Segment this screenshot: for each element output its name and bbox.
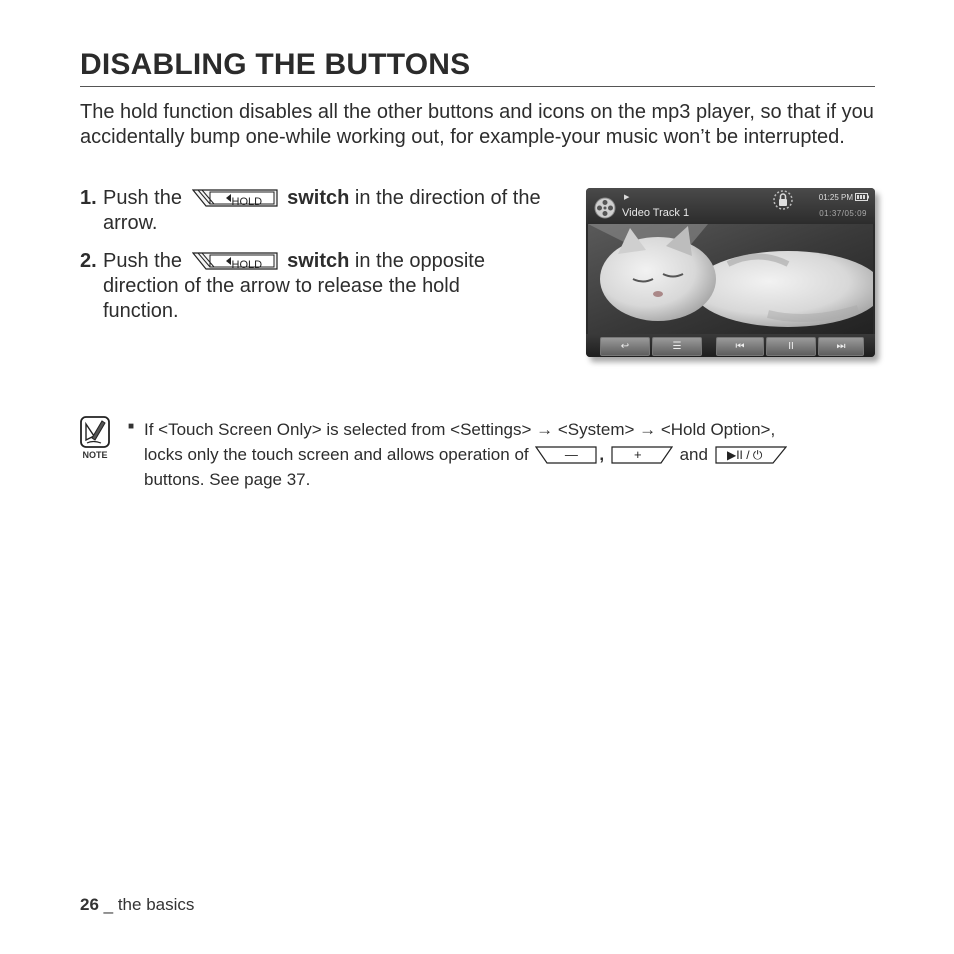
step-text-cont2: function. xyxy=(103,300,179,322)
forward-button[interactable] xyxy=(818,337,864,356)
pause-icon: II xyxy=(788,341,794,352)
player-position: 01:37/05:09 xyxy=(819,209,867,218)
player-control-bar xyxy=(586,334,875,357)
forward-icon: ⏭ xyxy=(836,341,846,352)
list-icon: ☰ xyxy=(672,341,682,352)
plus-key-label: + xyxy=(634,447,642,462)
sleeping-cat-video-frame xyxy=(588,224,873,334)
note-line-1: If <Touch Screen Only> is selected from <Settings> → <System> → <Hold Option>, xyxy=(144,420,776,439)
player-status-bar xyxy=(586,188,875,224)
player-clock: 01:25 PM xyxy=(818,193,853,202)
rewind-icon: ⏮ xyxy=(735,341,745,352)
bullet-icon: ■ xyxy=(128,421,135,432)
step-bold: switch xyxy=(287,250,350,272)
title-divider xyxy=(80,86,875,87)
step-bold: switch xyxy=(287,187,350,209)
rewind-button[interactable] xyxy=(716,337,764,356)
step-2 xyxy=(80,249,580,324)
pause-button[interactable] xyxy=(766,337,816,356)
hold-switch-label: HOLD xyxy=(231,196,263,208)
note-line-2 xyxy=(144,442,879,467)
note-comma: , xyxy=(599,445,605,464)
player-screenshot xyxy=(586,188,875,357)
back-button[interactable] xyxy=(600,337,650,356)
section-name: _ the basics xyxy=(103,895,195,914)
play-indicator-icon: ▶ xyxy=(624,194,630,201)
note-label: NOTE xyxy=(82,450,108,460)
back-arrow-icon: ↩ xyxy=(620,341,630,352)
film-reel-icon xyxy=(594,197,616,219)
minus-key-label: — xyxy=(564,447,578,462)
volume-down-key xyxy=(535,446,597,464)
play-power-key xyxy=(715,446,787,464)
menu-button[interactable] xyxy=(652,337,702,356)
play-power-key-label: ▶II / ⏻ xyxy=(726,448,763,462)
page-number: 26 xyxy=(80,895,99,914)
volume-up-key xyxy=(611,446,673,464)
step-number: 2. xyxy=(80,250,97,272)
hold-switch-icon xyxy=(192,252,278,270)
player-track-title: Video Track 1 xyxy=(622,207,690,219)
step-text-cont: arrow. xyxy=(103,212,158,234)
step-1 xyxy=(80,186,580,236)
note-text xyxy=(144,417,879,492)
note-line-3: buttons. See page 37. xyxy=(144,470,311,489)
page-footer xyxy=(80,895,194,915)
step-text-after: in the direction of the xyxy=(354,187,541,209)
step-text-cont: direction of the arrow to release the hold xyxy=(103,275,460,297)
note-line-2-text: locks only the touch screen and allows operation of xyxy=(144,445,529,464)
note-and: and xyxy=(679,445,708,464)
intro-paragraph: The hold function disables all the other buttons and icons on the mp3 player, so that if you accidentally bump one-while working out, for example-your music won’t be interrupted. xyxy=(80,101,874,148)
hold-switch-label: HOLD xyxy=(231,259,263,271)
step-number: 1. xyxy=(80,187,97,209)
lock-icon xyxy=(772,190,794,210)
note-pencil-icon xyxy=(80,416,110,448)
page-title: DISABLING THE BUTTONS xyxy=(80,48,471,81)
step-text-after: in the opposite xyxy=(354,250,485,272)
hold-switch-icon xyxy=(192,189,278,207)
step-text-before: Push the xyxy=(103,250,182,272)
step-text-before: Push the xyxy=(103,187,182,209)
battery-icon xyxy=(855,193,869,201)
